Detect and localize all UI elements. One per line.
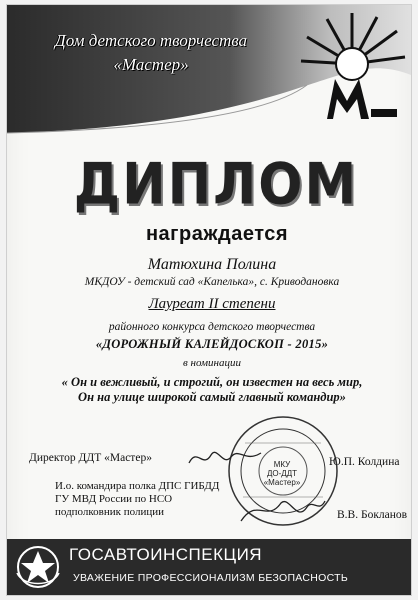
stamp-line-1: МКУ	[273, 460, 291, 469]
sun-rays-m-logo-icon	[297, 9, 407, 127]
police-title-line-1: И.о. командира полка ДПС ГИБДД	[55, 480, 220, 492]
police-title-line-2: ГУ МВД России по НСО	[55, 493, 173, 505]
nomination-line-2: Он на улице широкой самый главный командир»	[78, 390, 346, 404]
director-title: Директор ДДТ «Мастер»	[29, 452, 152, 464]
org-name-line-2: «Мастер»	[113, 55, 189, 74]
laureate-degree: Лауреат II степени	[148, 296, 276, 312]
contest-name: «ДОРОЖНЫЙ КАЛЕЙДОСКОП - 2015»	[95, 337, 329, 351]
police-signature-scribble	[237, 493, 327, 527]
footer-title: ГОСАВТОИНСПЕКЦИЯ	[69, 545, 263, 564]
director-signature-scribble	[185, 443, 265, 473]
stamp-line-3: «Мастер»	[263, 478, 301, 487]
director-name: Ю.П. Колдина	[329, 456, 400, 468]
stamp-line-2: ДО-ДДТ	[266, 469, 298, 478]
diploma-title: ДИПЛОМ	[73, 152, 359, 218]
police-title-line-3: подполковник полиции	[55, 506, 165, 518]
police-title	[55, 480, 245, 519]
footer-motto: УВАЖЕНИЕ ПРОФЕССИОНАЛИЗМ БЕЗОПАСНОСТЬ	[73, 572, 349, 584]
nomination-line-1: « Он и вежливый, и строгий, он известен на весь мир,	[61, 375, 363, 389]
nomination-label: в номинации	[182, 357, 242, 369]
recipient-name: Матюхина Полина	[147, 256, 277, 273]
diploma-page	[6, 4, 412, 596]
footer-band	[7, 539, 411, 595]
school-name: МКДОУ - детский сад «Капелька», с. Криводановка	[84, 276, 340, 288]
police-name: В.В. Бокланов	[337, 509, 408, 521]
gai-emblem-icon	[13, 543, 63, 591]
header-band	[7, 5, 411, 135]
contest-description: районного конкурса детского творчества	[108, 321, 316, 333]
org-name-line-1: Дом детского творчества	[54, 31, 248, 50]
awarded-label: награждается	[145, 223, 289, 245]
